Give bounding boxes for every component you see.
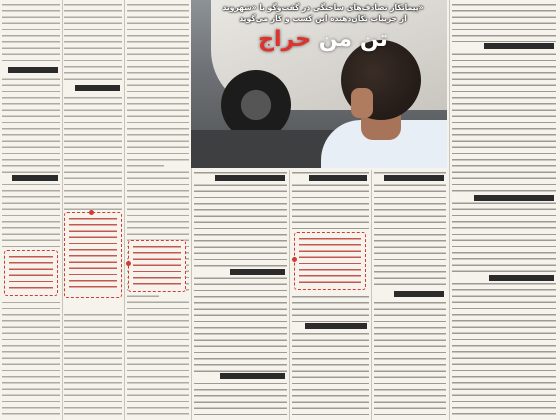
article-column-7 (2, 4, 60, 418)
article-column-4 (194, 172, 287, 418)
title-white: تن من (318, 27, 388, 52)
headline-line-2: از جزییات تکان‌دهنده این کسب و کار می‌گوید (239, 14, 407, 23)
article-column-5 (127, 4, 189, 418)
headline-block (200, 2, 446, 52)
article-column-1 (452, 4, 556, 418)
pull-quote-box (294, 232, 366, 290)
title-red: حراج (258, 27, 312, 52)
article-column-2 (374, 172, 446, 418)
pull-quote-box (4, 250, 58, 296)
person-hand (351, 88, 373, 118)
pull-quote-box (128, 240, 186, 292)
article-title (200, 28, 446, 52)
pull-quote-box (64, 212, 122, 298)
headline-line-1: «پیمانکار تصادف‌های ساختگی در گفت‌وگو با «شهروند (222, 3, 424, 12)
article-column-3 (292, 172, 369, 418)
